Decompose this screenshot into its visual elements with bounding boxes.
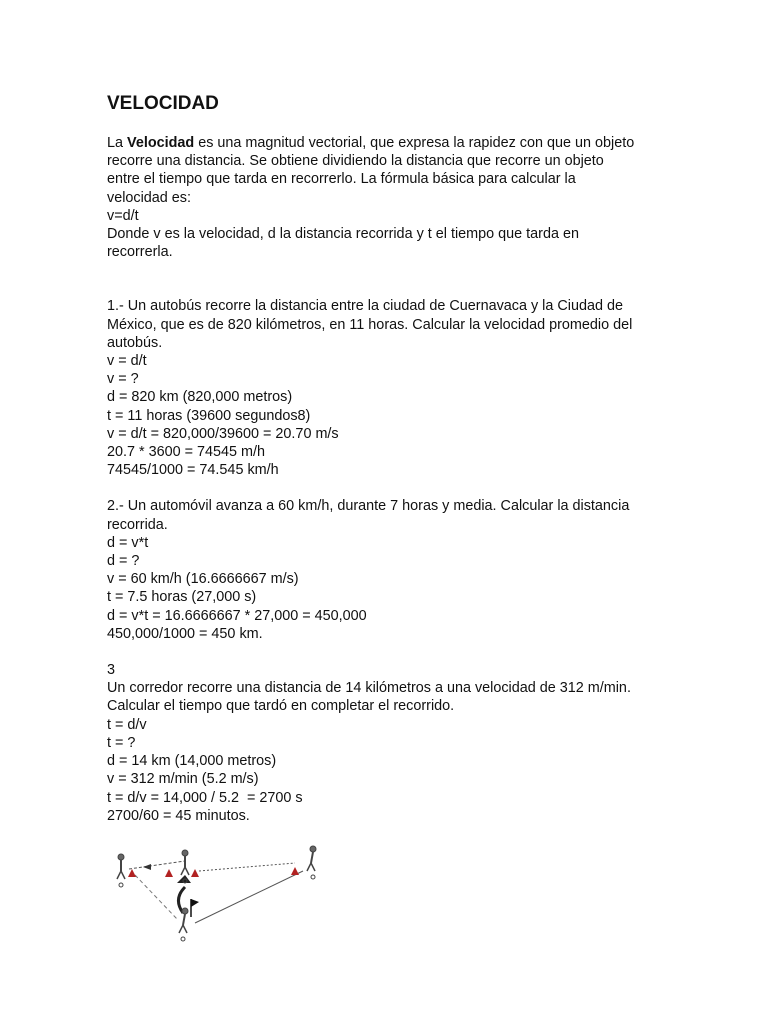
diagram-background <box>107 829 333 947</box>
intro-paragraph <box>107 134 687 261</box>
problem-3-line: t = d/v = 14,000 / 5.2 = 2700 s <box>107 789 303 806</box>
problem-1-line: 74545/1000 = 74.545 km/h <box>107 462 279 479</box>
problem-2-line: d = ? <box>107 553 140 570</box>
problem-1-line: d = 820 km (820,000 metros) <box>107 389 293 406</box>
problem-3-line: Calcular el tiempo que tardó en completar el recorrido. <box>107 698 455 715</box>
intro-line-1-rest: es una magnitud vectorial, que expresa la rapidez con que un objeto <box>194 135 635 151</box>
page-title: VELOCIDAD <box>107 93 219 114</box>
problem-2-line: 450,000/1000 = 450 km. <box>107 625 263 642</box>
problem-3-line: t = d/v <box>107 716 147 733</box>
problem-2 <box>107 497 687 643</box>
problem-1-line: 1.- Un autobús recorre la distancia entre la ciudad de Cuernavaca y la Ciudad de <box>107 298 623 315</box>
problem-3-line: 2700/60 = 45 minutos. <box>107 807 250 824</box>
problem-2-line: 2.- Un automóvil avanza a 60 km/h, durante 7 horas y media. Calcular la distancia <box>107 498 630 515</box>
problem-3-line: Un corredor recorre una distancia de 14 kilómetros a una velocidad de 312 m/min. <box>107 680 631 697</box>
problem-3 <box>107 661 687 825</box>
intro-bold-term: Velocidad <box>127 135 195 151</box>
problem-1-line: v = d/t <box>107 353 147 370</box>
problem-1-line: v = ? <box>107 371 139 388</box>
intro-line-3: entre el tiempo que tarda en recorrerlo. La fórmula básica para calcular la <box>107 171 576 188</box>
intro-line-2: recorre una distancia. Se obtiene dividiendo la distancia que recorre un objeto <box>107 153 604 170</box>
problem-1-line: t = 11 horas (39600 segundos8) <box>107 407 311 424</box>
problem-3-line: d = 14 km (14,000 metros) <box>107 753 277 770</box>
intro-formula: v=d/t <box>107 207 139 224</box>
intro-line-1 <box>107 134 687 152</box>
document-page <box>107 92 687 947</box>
problem-2-line: d = v*t = 16.6666667 * 27,000 = 450,000 <box>107 607 367 624</box>
problem-3-line: 3 <box>107 662 116 679</box>
intro-lead: La <box>107 135 128 151</box>
problem-1-line: autobús. <box>107 334 163 351</box>
problem-2-line: recorrida. <box>107 516 168 533</box>
problem-1 <box>107 297 687 479</box>
intro-line-7: recorrerla. <box>107 244 173 261</box>
running-drill-diagram <box>107 829 333 947</box>
problem-2-line: t = 7.5 horas (27,000 s) <box>107 589 257 606</box>
problem-1-line: México, que es de 820 kilómetros, en 11 horas. Calcular la velocidad promedio del <box>107 316 633 333</box>
problem-1-line: 20.7 * 3600 = 74545 m/h <box>107 444 266 461</box>
intro-line-4: velocidad es: <box>107 189 191 206</box>
problem-3-line: t = ? <box>107 734 136 751</box>
intro-line-6: Donde v es la velocidad, d la distancia recorrida y t el tiempo que tarda en <box>107 226 579 243</box>
problem-3-line: v = 312 m/min (5.2 m/s) <box>107 771 259 788</box>
problem-2-line: v = 60 km/h (16.6666667 m/s) <box>107 571 299 588</box>
problem-2-line: d = v*t <box>107 534 149 551</box>
problem-1-line: v = d/t = 820,000/39600 = 20.70 m/s <box>107 425 339 442</box>
